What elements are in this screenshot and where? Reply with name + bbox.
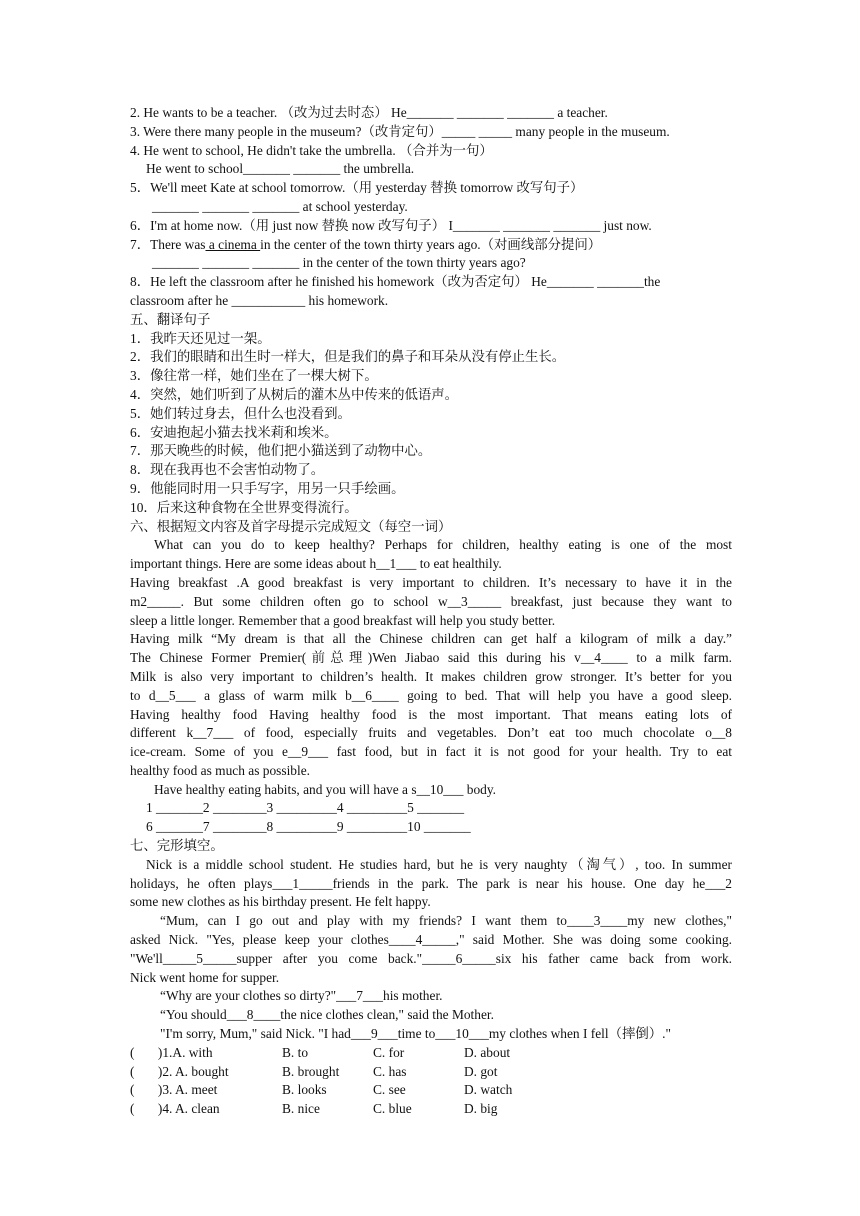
rewrite-item-4-answer: He went to school_______ _______ the umbrella. bbox=[146, 161, 415, 177]
section-cloze-passage bbox=[130, 518, 732, 838]
passage-line: Have healthy eating habits, and you will have a s__10___ body. bbox=[154, 781, 497, 797]
option-a: ( )2. A. bought bbox=[130, 1063, 229, 1079]
worksheet-page bbox=[130, 104, 732, 1119]
passage-line: sleep a little longer. Remember that a good breakfast will help you study better. bbox=[130, 612, 556, 628]
passage-line: different k__7___ of food, especially fruits and vegetables. Don’t eat too much chocolate o__8 bbox=[130, 725, 732, 741]
translate-item: 8．现在我再也不会害怕动物了。 bbox=[130, 462, 325, 478]
story-line: "I'm sorry, Mum," said Nick. "I had___9___time to___10___my clothes when I fell（摔倒）." bbox=[160, 1026, 671, 1042]
story-line: “Why are your clothes so dirty?"___7___his mother. bbox=[160, 988, 443, 1004]
passage-line: Having milk “My dream is that all the Chinese children can get half a kilogram of milk a day.” bbox=[130, 631, 732, 647]
story-line: “Mum, can I go out and play with my friends? I want them to____3____my new clothes," bbox=[160, 913, 732, 929]
passage-line: Milk is also very important to children’s health. It makes children grow stronger. It’s better for you bbox=[130, 668, 732, 684]
option-a: ( )4. A. clean bbox=[130, 1101, 220, 1117]
story-line: holidays, he often plays___1_____friends in the park. The park is near his house. One day he___2 bbox=[130, 875, 732, 891]
underlined-phrase: a cinema bbox=[205, 236, 261, 252]
option-c: C. see bbox=[373, 1082, 406, 1098]
option-row bbox=[130, 1081, 732, 1100]
rewrite-item-5: 5．We'll meet Kate at school tomorrow.（用 yesterday 替换 tomorrow 改写句子） bbox=[130, 180, 584, 196]
rewrite-item-3: 3. Were there many people in the museum?（改肯定句）_____ _____ many people in the museum. bbox=[130, 123, 670, 139]
section-heading: 五、翻译句子 bbox=[130, 311, 211, 327]
translate-item: 5．她们转过身去，但什么也没看到。 bbox=[130, 405, 351, 421]
rewrite-item-7 bbox=[130, 236, 732, 255]
section-translate bbox=[130, 311, 732, 518]
rewrite-item-8-cont: classroom after he ___________ his homework. bbox=[130, 292, 389, 308]
passage-line: important things. Here are some ideas about h__1___ to eat healthily. bbox=[130, 556, 502, 572]
option-c: C. for bbox=[373, 1044, 405, 1060]
rewrite-item-5-answer: _______ _______ _______ at school yesterday. bbox=[152, 198, 408, 214]
passage-line: ice-cream. Some of you e__9___ fast food, but in fact it is not good for your health. Try to eat bbox=[130, 744, 732, 760]
translate-item: 10．后来这种食物在全世界变得流行。 bbox=[130, 499, 358, 515]
story-line: Nick is a middle school student. He studies hard, but he is very naughty（淘气）, too. In summer bbox=[146, 856, 732, 872]
option-d: D. watch bbox=[464, 1082, 513, 1098]
translate-item: 3．像往常一样，她们坐在了一棵大树下。 bbox=[130, 368, 378, 384]
option-c: C. has bbox=[373, 1063, 407, 1079]
translate-item: 2．我们的眼睛和出生时一样大，但是我们的鼻子和耳朵从没有停止生长。 bbox=[130, 349, 566, 365]
story-line: asked Nick. "Yes, please keep your clothes____4_____," said Mother. She was doing some cooking. bbox=[130, 932, 732, 948]
rewrite-item-2: 2. He wants to be a teacher. （改为过去时态） He_______ _______ _______ a teacher. bbox=[130, 105, 608, 120]
option-row bbox=[130, 1100, 732, 1119]
option-b: B. to bbox=[282, 1044, 309, 1060]
section-heading: 六、根据短文内容及首字母提示完成短文（每空一词） bbox=[130, 518, 452, 534]
translate-item: 6．安迪抱起小猫去找米莉和埃米。 bbox=[130, 424, 338, 440]
passage-line: to d__5___ a glass of warm milk b__6____ going to bed. That will help you have a good sleep. bbox=[130, 687, 732, 703]
rewrite-item-7-start: 7．There was bbox=[130, 236, 206, 252]
rewrite-item-4: 4. He went to school, He didn't take the umbrella. （合并为一句） bbox=[130, 142, 493, 158]
passage-line: The Chinese Former Premier(前总理)Wen Jiabao said this during his v__4____ to a milk farm. bbox=[130, 650, 732, 666]
option-b: B. brought bbox=[282, 1063, 340, 1079]
story-line: Nick went home for supper. bbox=[130, 969, 280, 985]
passage-line: m2_____. But some children often go to school w__3_____ breakfast, just because they want to bbox=[130, 593, 732, 609]
option-row bbox=[130, 1044, 732, 1063]
passage-line: healthy food as much as possible. bbox=[130, 762, 310, 778]
rewrite-item-8: 8．He left the classroom after he finished his homework（改为否定句） He_______ _______the bbox=[130, 274, 661, 290]
answer-blanks-row: 6 _______7 ________8 _________9 _________10 _______ bbox=[146, 819, 471, 835]
rewrite-item-7-end: in the center of the town thirty years ago.（对画线部分提问） bbox=[260, 236, 602, 252]
section-cloze bbox=[130, 837, 732, 1119]
option-a: ( )3. A. meet bbox=[130, 1082, 218, 1098]
answer-blanks-row: 1 _______2 ________3 _________4 _________5 _______ bbox=[146, 800, 465, 816]
option-a: ( )1.A. with bbox=[130, 1044, 213, 1060]
option-b: B. nice bbox=[282, 1101, 320, 1117]
passage-line: What can you do to keep healthy? Perhaps for children, healthy eating is one of the most bbox=[154, 537, 732, 553]
story-line: “You should___8____the nice clothes clean," said the Mother. bbox=[160, 1007, 494, 1023]
story-line: some new clothes as his birthday present. He felt happy. bbox=[130, 894, 431, 910]
story-line: "We'll_____5_____supper after you come back."_____6_____six his father came back from work. bbox=[130, 950, 732, 966]
rewrite-item-7-answer: _______ _______ _______ in the center of the town thirty years ago? bbox=[152, 255, 526, 271]
section-heading: 七、完形填空。 bbox=[130, 838, 224, 854]
translate-item: 7．那天晚些的时候，他们把小猫送到了动物中心。 bbox=[130, 443, 432, 459]
section-rewrite bbox=[130, 104, 732, 311]
option-c: C. blue bbox=[373, 1101, 412, 1117]
option-d: D. got bbox=[464, 1063, 498, 1079]
option-b: B. looks bbox=[282, 1082, 327, 1098]
translate-item: 9．他能同时用一只手写字，用另一只手绘画。 bbox=[130, 480, 405, 496]
translate-item: 1．我昨天还见过一架。 bbox=[130, 330, 271, 346]
translate-item: 4．突然，她们听到了从树后的灌木丛中传来的低语声。 bbox=[130, 386, 459, 402]
rewrite-item-6: 6．I'm at home now.（用 just now 替换 now 改写句子） I_______ _______ _______ just now. bbox=[130, 217, 652, 233]
passage-line: Having breakfast .A good breakfast is very important to children. It’s necessary to have it in the bbox=[130, 574, 732, 590]
option-d: D. about bbox=[464, 1044, 511, 1060]
option-row bbox=[130, 1063, 732, 1082]
option-d: D. big bbox=[464, 1101, 498, 1117]
passage-line: Having healthy food Having healthy food is the most important. That means eating lots of bbox=[130, 706, 732, 722]
